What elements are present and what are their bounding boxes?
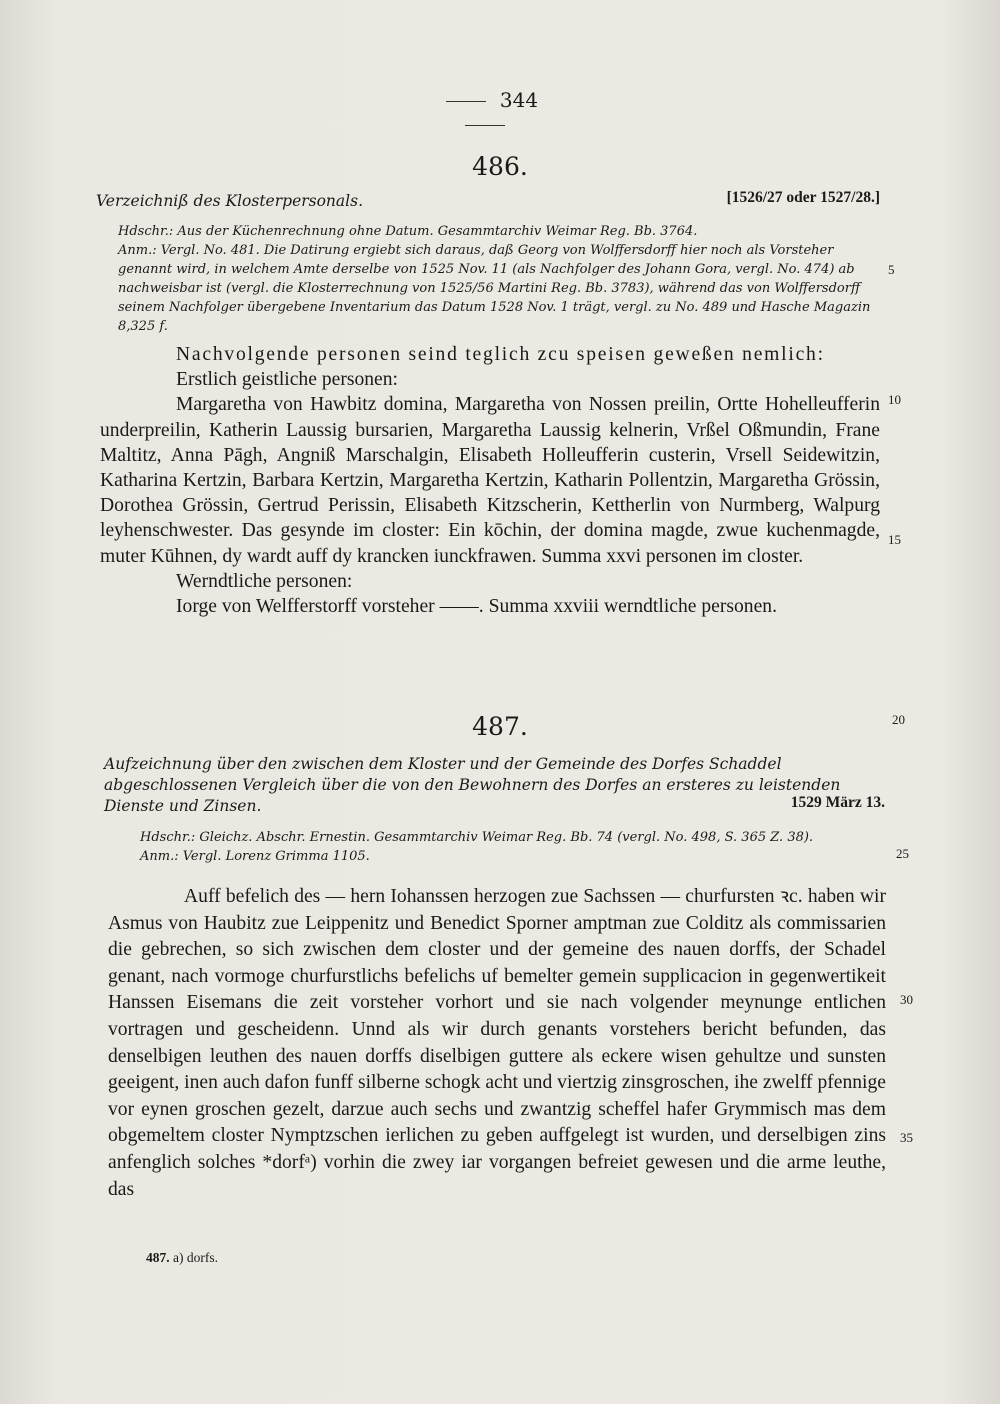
line-number-25: 25 [896,846,909,861]
header-rule-right [465,125,505,126]
doc-487-number: 487. [472,712,528,741]
doc-487-title: Aufzeichnung über den zwischen dem Kloster und der Gemeinde des Dorfes Schaddel abgeschlossenen Vergleich über die von den Bewohnern des Dorfes an ersteres zu leistenden Dienste und Zinsen. [104,755,841,815]
doc-487-annotation: Anm.: Vergl. Lorenz Grimma 1105. [140,849,370,864]
doc-486-sub-clerical: Erstlich geistliche personen: [176,369,398,391]
doc-487-body [108,884,886,1203]
doc-486-body [100,342,880,619]
doc-487-manuscript-note: Hdschr.: Gleichz. Abschr. Ernestin. Gesammtarchiv Weimar Reg. Bb. 74 (vergl. No. 498, S. 365 Z. 38). [140,830,814,845]
footnote-text: a) dorfs. [173,1250,218,1265]
page-header [400,88,570,136]
header-rule-left [446,101,486,102]
doc-487-date: 1529 März 13. [790,794,885,811]
doc-487-text: Auff befelich des — hern Iohanssen herzogen zue Sachssen — churfursten ꝛc. haben wir Asmus von Haubitz zue Leippenitz und Benedict Sporner amptman zue Colditz als commissarien die gebrechen, so sich zwischen dem closter und der gemeine des nauen dorffs, der Schadel genant, nach vormoge churfurstlichs befelichs uf bemelter gemein supplicacion in gegenwertikeit Hanssen Eisemans die zeit vorsteher vorhort und sie nach volgender meynunge entlichen vortragen und gescheidenn. Unnd als wir durch genants vorstehers bericht befunden, das denselbigen leuthen des nauen dorffs diselbigen guttere als eckere wisen gehultze und sunsten geeigent, inen auch dafon funff silberne schogk acht und viertzig zinsgroschen, ihe zwelff pfennige vor eynen groschen gezelt, darzue auch sechs und zwantzig scheffel hafer Grymmisch mas dem obgemeltem closter Nymptzschen ierlichen zu geben auffgelegt ist wurden, und derselbigen zins anfenglich solches *dorfᵃ) vorhin die zwey iar vorgangen befreiet gewesen und die arme leuthe, das [108,886,886,1200]
line-number-5: 5 [888,262,895,277]
line-number-10: 10 [888,392,901,407]
doc-486-notes [118,222,878,336]
doc-486-title: Verzeichniß des Klosterpersonals. [96,192,363,210]
line-number-20: 20 [892,712,905,727]
doc-486-secular-persons: Iorge von Welfferstorff vorsteher ——. Summa xxviii werndtliche personen. [176,596,777,618]
line-number-30: 30 [900,992,913,1007]
doc-486-sub-secular: Werndtliche personen: [176,570,353,592]
doc-486-manuscript-note: Hdschr.: Aus der Küchenrechnung ohne Datum. Gesammtarchiv Weimar Reg. Bb. 3764. [118,224,698,239]
doc-486-annotation: Anm.: Vergl. No. 481. Die Datirung ergiebt sich daraus, daß Georg von Wolffersdorff hier noch als Vorsteher genannt wird, in welchem Amte derselbe von 1525 Nov. 11 (als Nachfolger des Johann Gora, vergl. No. 474) ab nachweisbar ist (vergl. die Klosterrechnung von 1525/56 Martini Reg. Bb. 3783), während das von Wolffersdorff seinem Nachfolger übergebene Inventarium das Datum 1528 Nov. 1 trägt, vergl. zu No. 489 und Hasche Magazin 8,325 f. [118,243,871,334]
page-number: 344 [499,88,539,112]
line-number-35: 35 [900,1130,913,1145]
doc-486-heading: Nachvolgende personen seind teglich zcu speisen geweßen nemlich: [176,344,825,365]
doc-487-notes [140,828,860,866]
doc-486-persons: Margaretha von Hawbitz domina, Margaretha von Nossen preilin, Ortte Hohelleufferin underpreilin, Katherin Laussig bursarien, Margaretha Laussig kelnerin, Vrßel Oßmundin, Frane Maltitz, Anna Pāgh, Angniß Marschalgin, Elisabeth Holleufferin custerin, Vrsell Seidewitzin, Katharina Kertzin, Barbara Kertzin, Margaretha Kertzin, Katharin Pollentzin, Margaretha Grössin, Dorothea Grössin, Gertrud Perissin, Elisabeth Kitzscherin, Kettherlin von Nurmberg, Walpurg leyhenschwester. Das gesynde im closter: Ein kōchin, der domina magde, zwue kuchenmagde, muter Kūhnen, dy wardt auff dy krancken iunckfrawen. Summa xxvi personen im closter. [100,394,880,567]
doc-486-number: 486. [472,152,528,181]
line-number-15: 15 [888,532,901,547]
footnote [146,1250,446,1266]
footnote-ref: 487. [146,1250,170,1265]
doc-486-date: [1526/27 oder 1527/28.] [726,189,880,206]
